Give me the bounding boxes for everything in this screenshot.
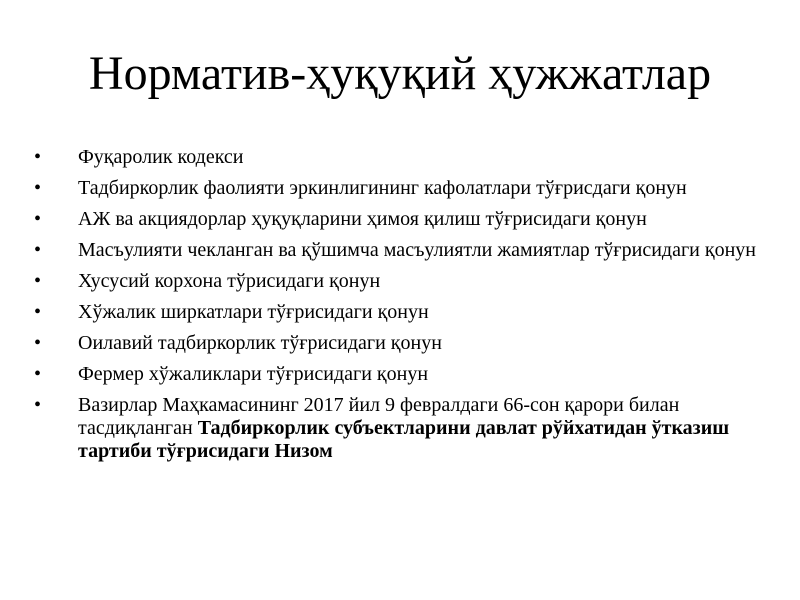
bullet-list (34, 146, 774, 471)
list-item-text-regular: Вазирлар Маҳкамасининг 2017 йил 9 февралдаги 66-сон қарори билан тасдиқланган (78, 394, 680, 439)
list-item-text: АЖ ва акциядорлар ҳуқуқларини ҳимоя қилиш тўғрисидаги қонун (78, 208, 647, 230)
bullet-icon: • (34, 177, 42, 199)
list-item (34, 301, 774, 324)
list-item-text: Масъулияти чекланган ва қўшимча масъулиятли жамиятлар тўғрисидаги қонун (78, 239, 756, 261)
list-item (34, 239, 774, 262)
list-item-text: Фуқаролик кодекси (78, 146, 244, 168)
list-item-text-bold: Тадбиркорлик субъектларини давлат рўйхатидан ўтказиш тартиби тўғрисидаги Низом (78, 417, 730, 462)
list-item-text: Оилавий тадбиркорлик тўғрисидаги қонун (78, 332, 442, 354)
list-item (34, 363, 774, 386)
list-item (34, 146, 774, 169)
list-item (34, 332, 774, 355)
list-item (34, 177, 774, 200)
bullet-icon: • (34, 394, 42, 416)
bullet-icon: • (34, 239, 42, 261)
list-item-text: Хусусий корхона тўрисидаги қонун (78, 270, 381, 292)
bullet-icon: • (34, 363, 42, 385)
bullet-icon: • (34, 270, 42, 292)
slide-title: Норматив-ҳуқуқий ҳужжатлар (88, 47, 712, 100)
list-item (34, 394, 774, 463)
bullet-icon: • (34, 208, 42, 230)
list-item (34, 208, 774, 231)
list-item-text: Хўжалик ширкатлари тўғрисидаги қонун (78, 301, 429, 323)
bullet-icon: • (34, 301, 42, 323)
bullet-icon: • (34, 146, 42, 168)
list-item (34, 270, 774, 293)
list-item-text (78, 394, 729, 462)
bullet-icon: • (34, 332, 42, 354)
list-item-text: Тадбиркорлик фаолияти эркинлигининг кафолатлари тўғрисдаги қонун (78, 177, 687, 199)
list-item-text: Фермер хўжаликлари тўғрисидаги қонун (78, 363, 429, 385)
